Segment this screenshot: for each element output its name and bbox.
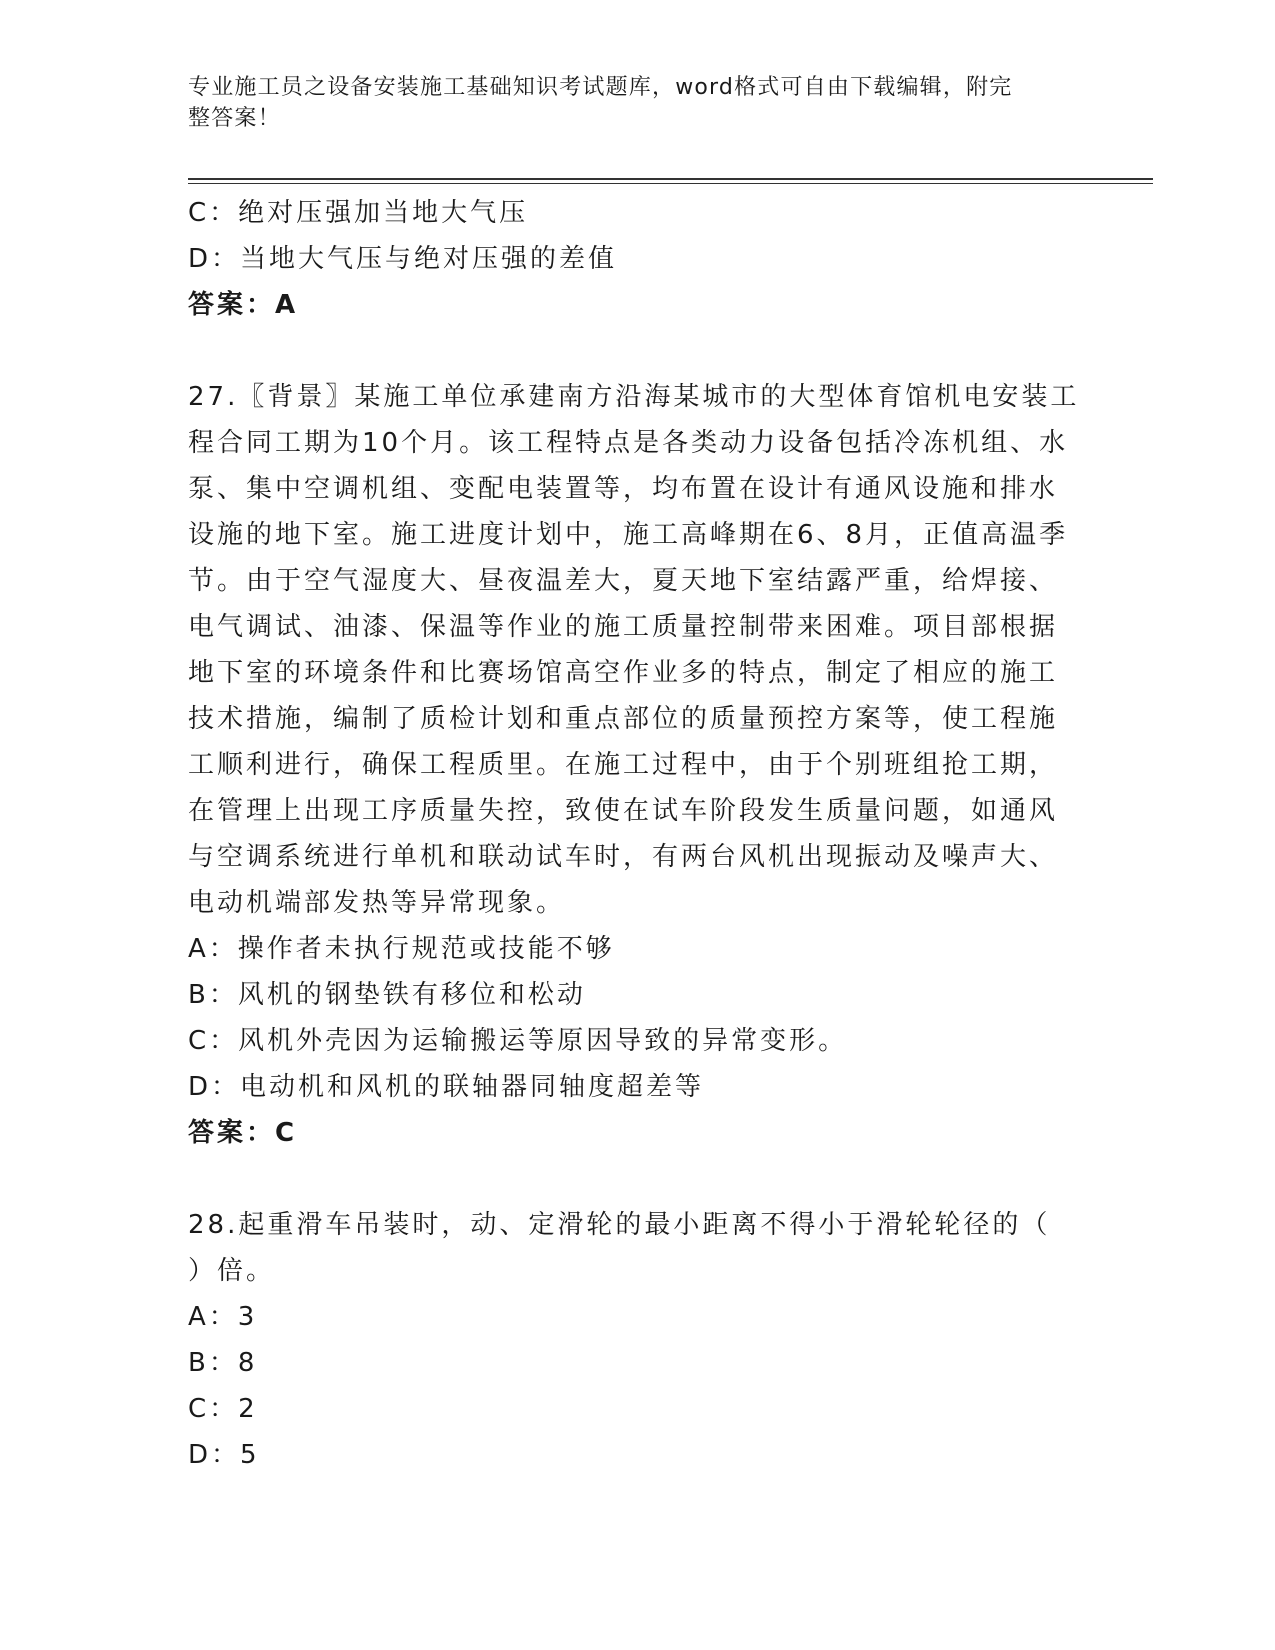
header-divider-thick [188, 178, 1153, 180]
q27-line: 在管理上出现工序质量失控，致使在试车阶段发生质量问题，如通风 [188, 796, 1059, 826]
q27-answer: 答案：C [188, 1118, 298, 1148]
spacer [188, 1156, 1088, 1202]
q28-line-1: 28.起重滑车吊装时，动、定滑轮的最小距离不得小于滑轮轮径的（ [188, 1210, 1051, 1240]
q28-option-d: D：5 [188, 1440, 260, 1470]
question-28 [188, 1202, 1088, 1478]
q27-line: 程合同工期为10个月。该工程特点是各类动力设备包括冷冻机组、水 [188, 428, 1069, 458]
question-27 [188, 374, 1088, 1156]
q27-line: 设施的地下室。施工进度计划中，施工高峰期在6、8月，正值高温季 [188, 520, 1069, 550]
q27-line: 工顺利进行，确保工程质里。在施工过程中，由于个别班组抢工期， [188, 750, 1059, 780]
q27-line: 电动机端部发热等异常现象。 [188, 888, 566, 918]
page-header [188, 72, 1068, 134]
q27-line: 节。由于空气湿度大、昼夜温差大，夏天地下室结露严重，给焊接、 [188, 566, 1059, 596]
prev-option-c: C：绝对压强加当地大气压 [188, 198, 529, 228]
q28-option-b: B：8 [188, 1348, 258, 1378]
q27-line: 泵、集中空调机组、变配电装置等，均布置在设计有通风设施和排水 [188, 474, 1059, 504]
q27-line: 27.〖背景〗某施工单位承建南方沿海某城市的大型体育馆机电安装工 [188, 382, 1080, 412]
prev-option-d: D：当地大气压与绝对压强的差值 [188, 244, 618, 274]
header-line-1: 专业施工员之设备安装施工基础知识考试题库，word格式可自由下载编辑，附完 [188, 75, 1013, 100]
q27-line: 地下室的环境条件和比赛场馆高空作业多的特点，制定了相应的施工 [188, 658, 1059, 688]
header-divider-thin [188, 183, 1153, 184]
header-line-2: 整答案！ [188, 106, 281, 131]
spacer [188, 328, 1088, 374]
q27-line: 电气调试、油漆、保温等作业的施工质量控制带来困难。项目部根据 [188, 612, 1059, 642]
document-body [188, 190, 1088, 1478]
prev-answer: 答案：A [188, 290, 299, 320]
q28-option-c: C：2 [188, 1394, 258, 1424]
q27-option-c: C：风机外壳因为运输搬运等原因导致的异常变形。 [188, 1026, 848, 1056]
q27-option-b: B：风机的钢垫铁有移位和松动 [188, 980, 586, 1010]
q27-option-d: D：电动机和风机的联轴器同轴度超差等 [188, 1072, 705, 1102]
q28-line-2: ）倍。 [188, 1256, 276, 1286]
q27-line: 与空调系统进行单机和联动试车时，有两台风机出现振动及噪声大、 [188, 842, 1059, 872]
q27-line: 技术措施，编制了质检计划和重点部位的质量预控方案等，使工程施 [188, 704, 1059, 734]
q28-option-a: A：3 [188, 1302, 258, 1332]
q27-option-a: A：操作者未执行规范或技能不够 [188, 934, 615, 964]
